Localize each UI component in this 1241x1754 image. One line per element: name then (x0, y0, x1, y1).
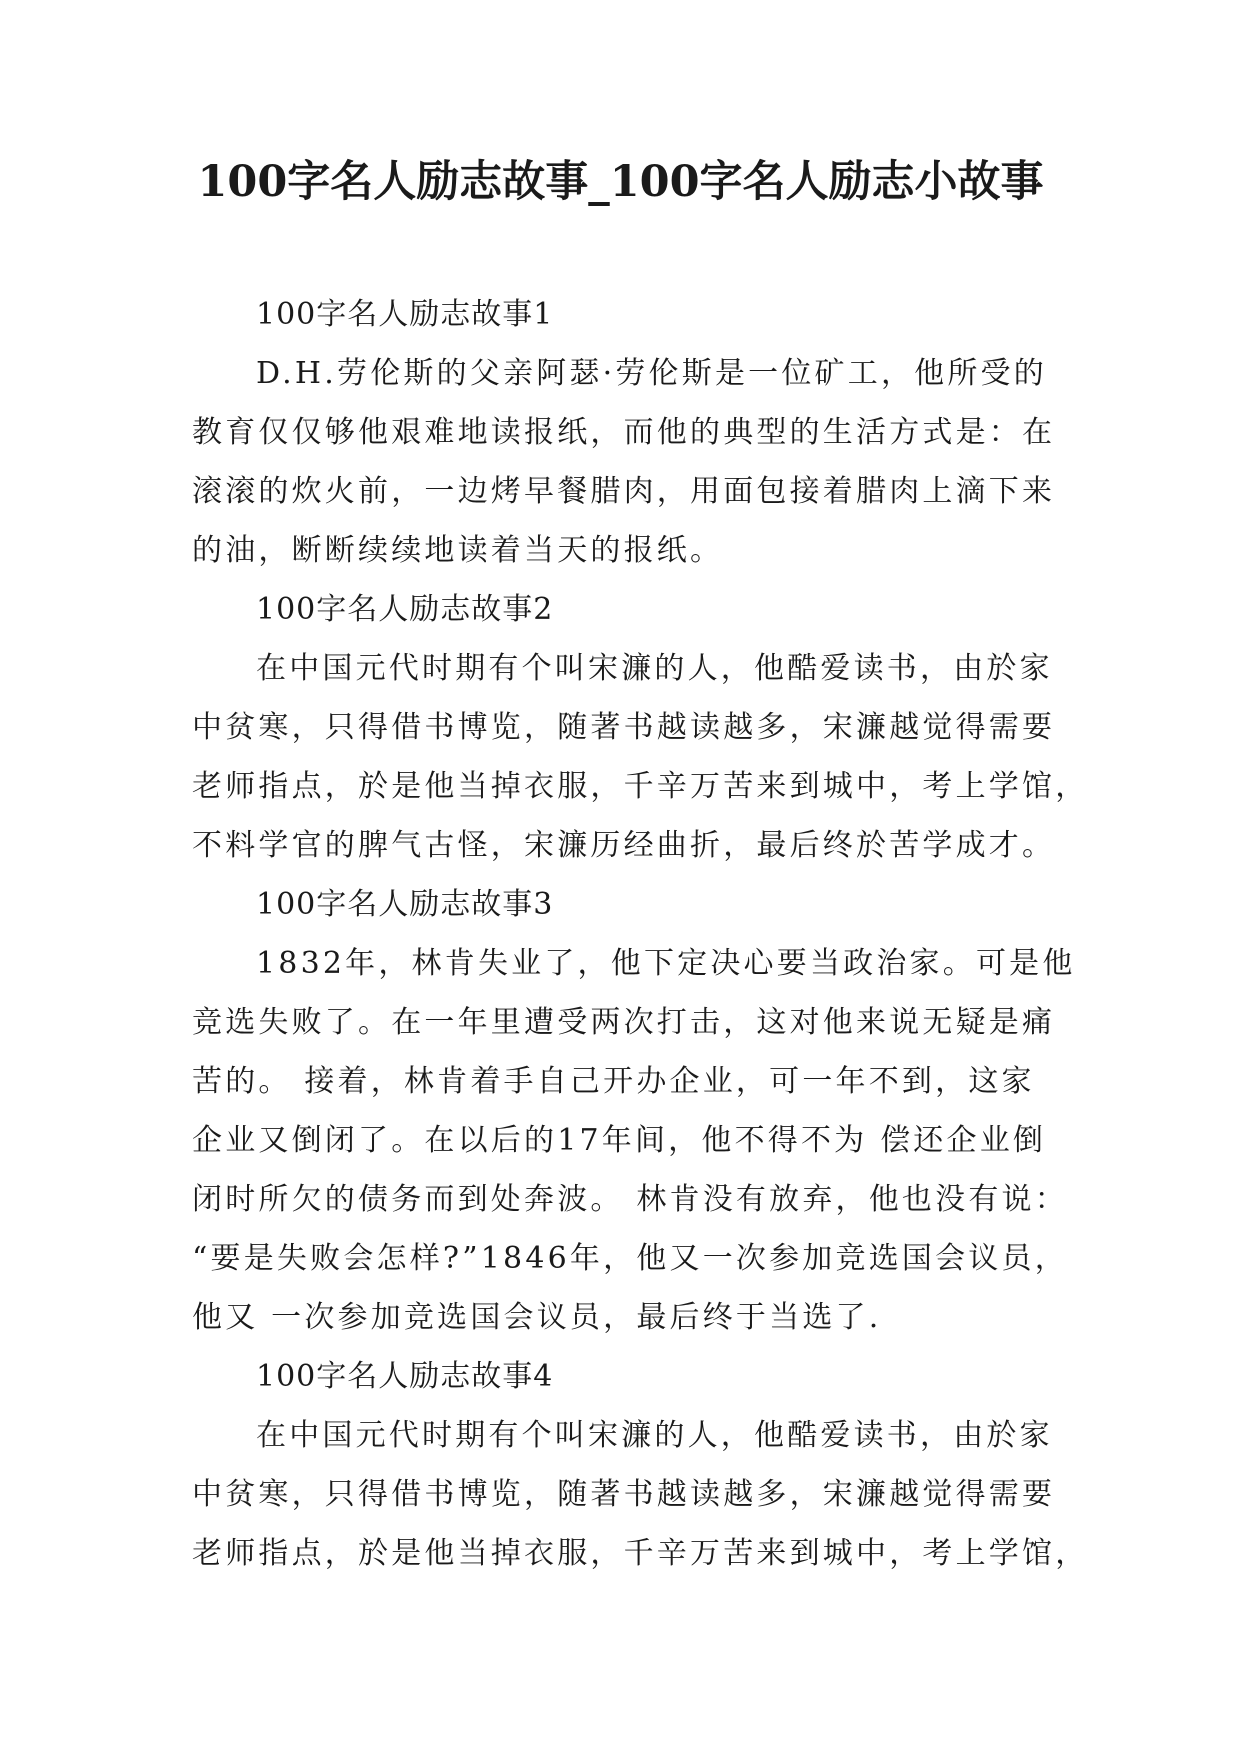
paragraph-line: 他又 一次参加竞选国会议员，最后终于当选了. (192, 1300, 882, 1335)
section-paragraph (192, 344, 1092, 580)
paragraph-line: “要是失败会怎样?”1846年，他又一次参加竞选国会议员， (192, 1241, 1068, 1276)
paragraph-line: 1832年，林肯失业了，他下定决心要当政治家。可是他 (256, 946, 1076, 981)
story-section-4 (192, 1347, 1092, 1583)
paragraph-line: 老师指点，於是他当掉衣服，千辛万苦来到城中，考上学馆， (192, 1536, 1089, 1571)
paragraph-line: 企业又倒闭了。在以后的17年间，他不得不为 偿还企业倒 (192, 1123, 1047, 1158)
paragraph-line: 中贫寒，只得借书博览，随著书越读越多，宋濂越觉得需要 (192, 710, 1056, 745)
paragraph-line: 教育仅仅够他艰难地读报纸，而他的典型的生活方式是：在 (192, 415, 1056, 450)
section-heading: 100字名人励志故事2 (256, 592, 554, 627)
story-section-2 (192, 580, 1092, 875)
paragraph-line: 在中国元代时期有个叫宋濂的人，他酷爱读书，由於家 (256, 651, 1053, 686)
section-heading: 100字名人励志故事4 (256, 1359, 554, 1394)
section-paragraph (192, 639, 1092, 875)
section-heading: 100字名人励志故事1 (256, 297, 554, 332)
section-paragraph (192, 1406, 1092, 1583)
paragraph-line: 竞选失败了。在一年里遭受两次打击，这对他来说无疑是痛 (192, 1005, 1056, 1040)
section-paragraph (192, 934, 1092, 1347)
document-title: 100字名人励志故事_100字名人励志小故事 (197, 157, 1044, 207)
paragraph-line: 苦的。 接着，林肯着手自己开办企业，可一年不到，这家 (192, 1064, 1035, 1099)
paragraph-line: 的油，断断续续地读着当天的报纸。 (192, 533, 724, 568)
paragraph-line: 在中国元代时期有个叫宋濂的人，他酷爱读书，由於家 (256, 1418, 1053, 1453)
paragraph-line: D.H.劳伦斯的父亲阿瑟·劳伦斯是一位矿工，他所受的 (256, 356, 1047, 391)
document-body (192, 285, 1092, 1583)
paragraph-line: 老师指点，於是他当掉衣服，千辛万苦来到城中，考上学馆， (192, 769, 1089, 804)
paragraph-line: 闭时所欠的债务而到处奔波。 林肯没有放弃，他也没有说： (192, 1182, 1068, 1217)
story-section-3 (192, 875, 1092, 1347)
story-section-1 (192, 285, 1092, 580)
section-heading: 100字名人励志故事3 (256, 887, 554, 922)
paragraph-line: 滚滚的炊火前，一边烤早餐腊肉，用面包接着腊肉上滴下来 (192, 474, 1056, 509)
paragraph-line: 不料学官的脾气古怪，宋濂历经曲折，最后终於苦学成才。 (192, 828, 1056, 863)
paragraph-line: 中贫寒，只得借书博览，随著书越读越多，宋濂越觉得需要 (192, 1477, 1056, 1512)
